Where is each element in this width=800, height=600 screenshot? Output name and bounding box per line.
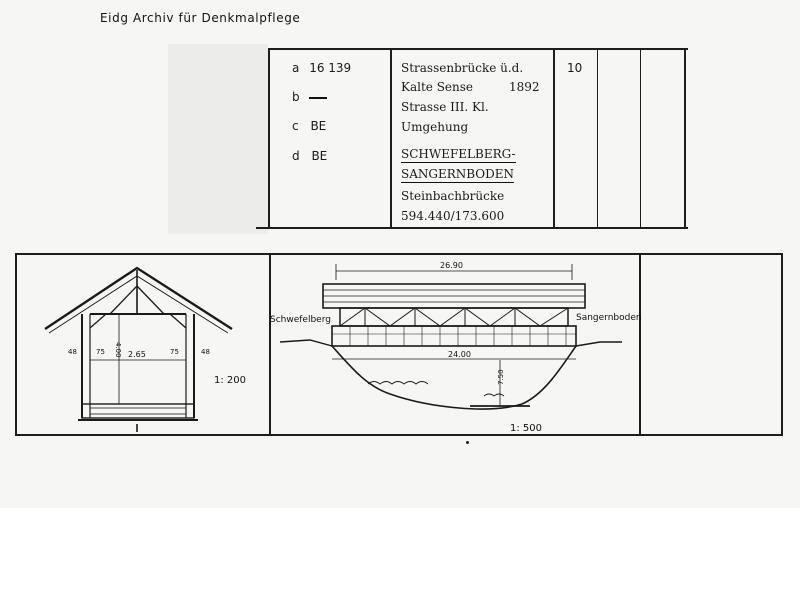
label-schwefelberg: Schwefelberg (270, 315, 331, 325)
drawing-col-right (781, 253, 783, 436)
dim-total: 26.90 (440, 261, 463, 270)
dim-left-inner: 75 (96, 348, 105, 356)
bridge-deck (332, 326, 576, 346)
description-line-3: Strasse III. Kl. (401, 100, 489, 114)
coordinates: 594.440/173.600 (401, 209, 505, 223)
description-line-4: Umgehung (401, 120, 469, 134)
field-b-label: b (292, 90, 300, 104)
field-d (292, 149, 327, 163)
table-col-4 (597, 48, 598, 229)
knee-brace-right (170, 314, 186, 328)
field-a (292, 61, 351, 75)
dim-right-outer: 48 (201, 348, 210, 356)
table-rule-top (268, 48, 688, 50)
record-number: 10 (567, 61, 583, 75)
dim-right-inner: 75 (170, 348, 179, 356)
field-c (292, 119, 326, 133)
field-b (292, 90, 327, 104)
field-c-value: BE (310, 119, 327, 133)
deck-stones (332, 326, 576, 346)
table-col-6 (684, 48, 686, 229)
dim-span: 24.00 (448, 350, 471, 359)
elevation-drawing (270, 256, 640, 436)
table-col-5 (640, 48, 641, 229)
truss-frame (340, 308, 568, 326)
ground-right (576, 342, 622, 346)
field-d-label: d (292, 149, 300, 163)
description-year: 1892 (509, 80, 540, 94)
stray-dot (466, 441, 469, 444)
description-line-2: Kalte Sense (401, 80, 474, 94)
dim-height: 4.00 (114, 342, 122, 358)
truss-diagonals (340, 308, 568, 326)
table-col-1 (268, 48, 270, 229)
ground-left (280, 340, 332, 346)
deck-hatch (90, 408, 186, 414)
field-a-label: a (292, 61, 300, 75)
archive-header: Eidg Archiv für Denkmalpflege (100, 11, 301, 25)
label-sangernboden: Sangernboden (576, 313, 642, 323)
field-a-value: 16 139 (309, 61, 352, 75)
location-line-1: SCHWEFELBERG- (401, 147, 516, 161)
table-col-2 (390, 48, 392, 229)
drawing-rule-top (15, 253, 783, 255)
location-line-3: Steinbachbrücke (401, 189, 505, 203)
field-b-dash (309, 97, 327, 99)
table-col-3 (553, 48, 555, 229)
deck (82, 404, 194, 418)
knee-brace-left (90, 314, 106, 328)
roof-underside (49, 276, 228, 333)
field-c-label: c (292, 119, 299, 133)
cross-section-drawing (18, 256, 268, 436)
section-scale: 1: 200 (214, 375, 246, 386)
paper-shade (168, 44, 268, 234)
roof-brace-left (110, 286, 137, 314)
drawing-col-left (15, 253, 17, 436)
location-line-2: SANGERNBODEN (401, 167, 515, 181)
table-rule-bottom (256, 227, 688, 229)
dim-clearance: 7.50 (497, 369, 505, 385)
field-d-value: BE (311, 149, 328, 163)
dim-left-outer: 48 (68, 348, 77, 356)
dim-width: 2.65 (128, 350, 146, 359)
description-line-1: Strassenbrücke ü.d. (401, 61, 524, 75)
elevation-scale: 1: 500 (510, 423, 542, 434)
